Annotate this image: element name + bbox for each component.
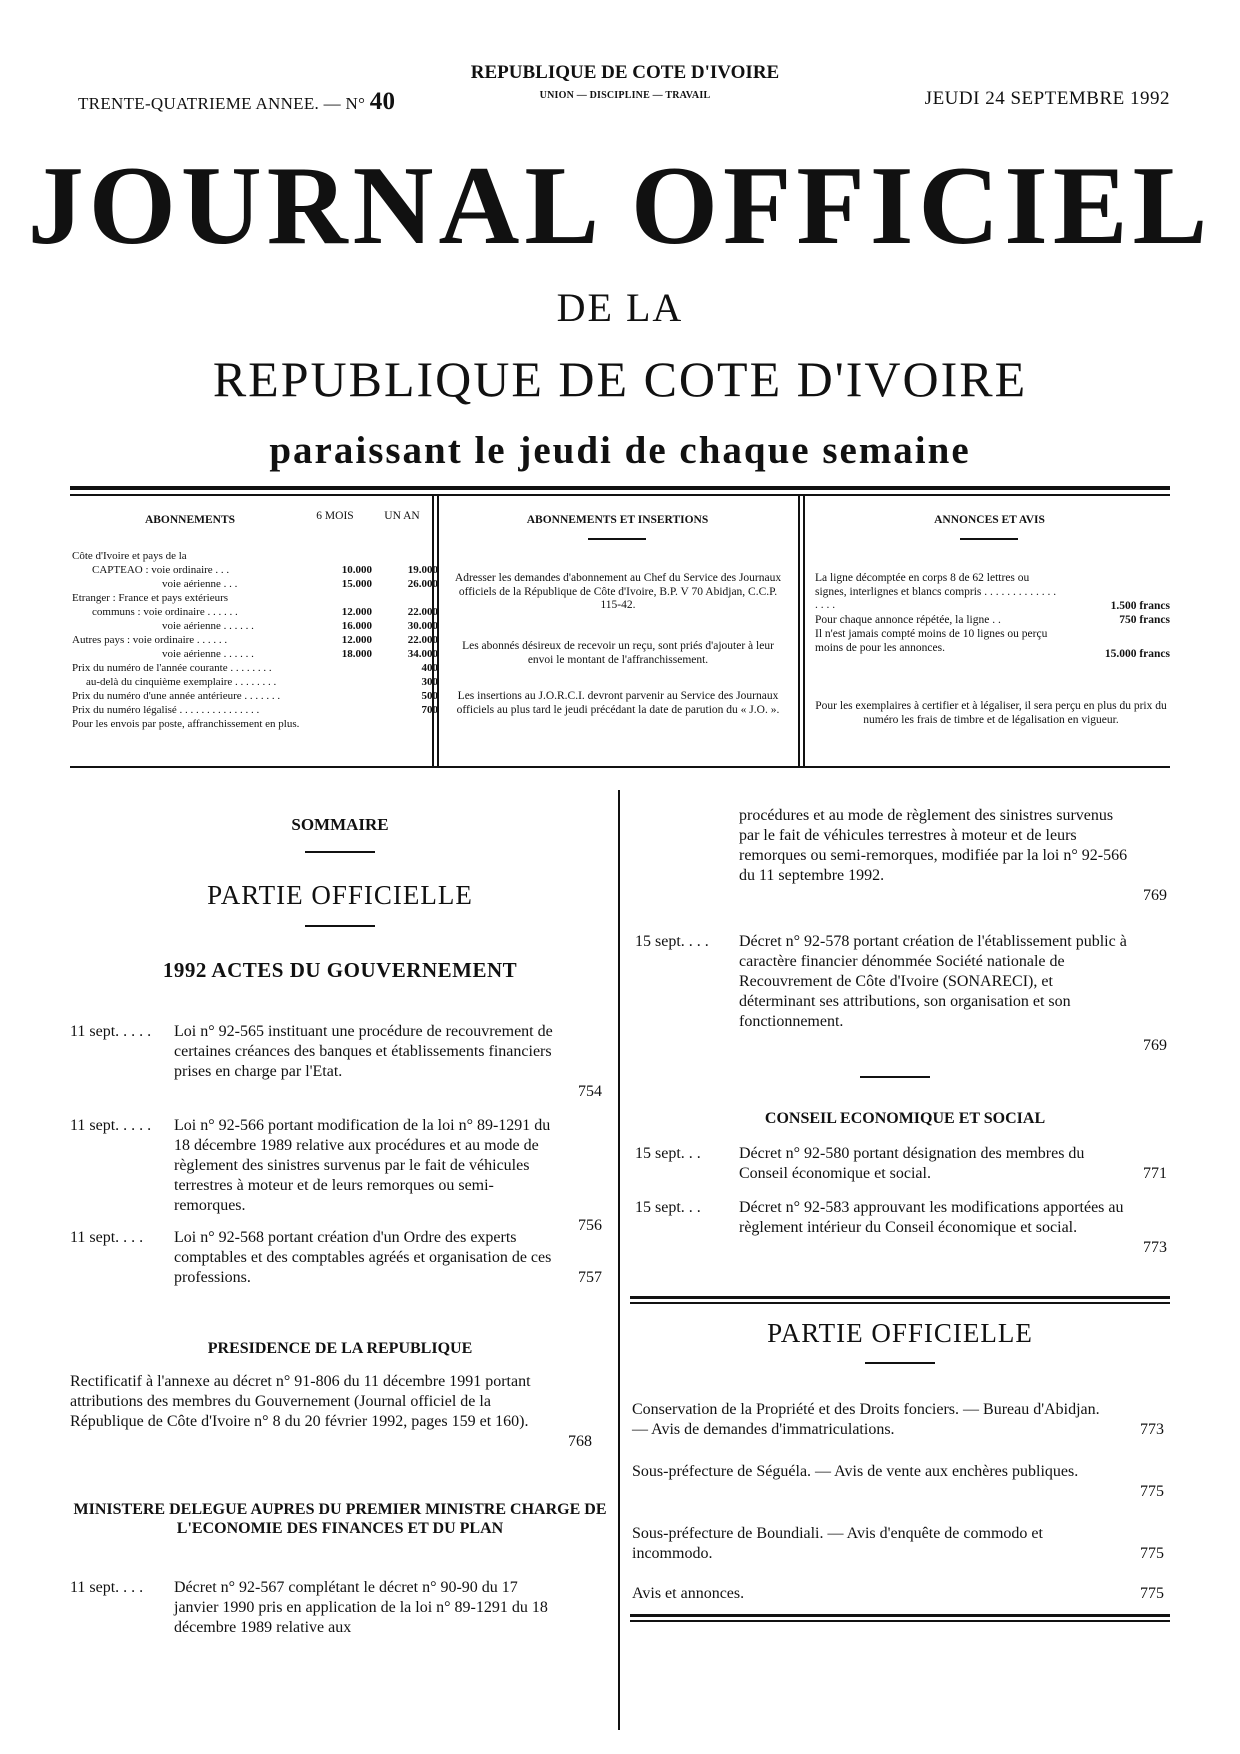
subscription-row-label: Prix du numéro d'une année antérieure . . . . . . . xyxy=(72,690,281,702)
annonces-line1-price: 1.500 francs xyxy=(1110,600,1170,612)
subscription-row-unan: 34.000 xyxy=(407,648,438,660)
subscription-row-6mois: 12.000 xyxy=(341,634,372,646)
publication-frequency: paraissant le jeudi de chaque semaine xyxy=(269,429,971,472)
top-rule-thin xyxy=(70,494,1170,496)
insertions-header xyxy=(445,514,790,528)
box-divider-2b xyxy=(803,496,805,766)
column-divider xyxy=(618,790,620,1730)
subscription-row-unan: 22.000 xyxy=(407,606,438,618)
subscription-row-label: Prix du numéro légalisé . . . . . . . . . . . . . . . xyxy=(72,704,260,716)
subscription-row-unan: 26.000 xyxy=(407,578,438,590)
rectificatif-text: Rectificatif à l'annexe au décret n° 91-806 du 11 décembre 1991 portant attributions des membres du Gouvernement (Journal officiel de la République de Côte d'Ivoire n° 8 du 20 février 1992, pages 159 et 160). xyxy=(70,1373,531,1430)
republic-header xyxy=(430,62,820,101)
box-bottom-rule xyxy=(70,766,1170,768)
subscription-row-label: au-delà du cinquième exemplaire . . . . . . . . xyxy=(86,676,277,688)
subscription-row-label: Prix du numéro de l'année courante . . . . . . . . xyxy=(72,662,272,674)
subscriptions-header xyxy=(120,514,260,528)
box-divider-2 xyxy=(798,496,800,766)
title-country: REPUBLIQUE DE COTE D'IVOIRE xyxy=(212,351,1028,407)
insertions-p3: Les insertions au J.O.R.C.I. devront parvenir au Service des Journaux officiels au plus tard le jeudi précédant la date de parution du « J.O. ». xyxy=(456,690,780,716)
annonces-line3-price: 15.000 francs xyxy=(1104,648,1170,660)
annonces-note: Pour les exemplaires à certifier et à légaliser, il sera perçu en plus du prix du numéro les frais de timbre et de légalisation en vigueur. xyxy=(815,700,1167,726)
subscription-row-6mois: 15.000 xyxy=(341,578,372,590)
partie-officielle-2-heading: PARTIE OFFICIELLE xyxy=(767,1318,1033,1348)
bottom-rule xyxy=(630,1614,1170,1617)
journal-title: JOURNAL OFFICIEL xyxy=(27,144,1213,268)
annonces-line1: La ligne décomptée en corps 8 de 62 lettres ou signes, interlignes et blancs compris . . . . . . . . . . . . . . . . . xyxy=(815,572,1057,611)
issue-number: 40 xyxy=(369,88,396,115)
presidence-heading: PRESIDENCE DE LA REPUBLIQUE xyxy=(207,1340,473,1357)
decret-580-date: 15 sept. . . xyxy=(635,1145,701,1162)
continuation-page: 769 xyxy=(1143,887,1167,904)
announcement-item-page: 775 xyxy=(1140,1545,1164,1562)
issue-date: JEUDI 24 SEPTEMBRE 1992 xyxy=(924,88,1170,109)
annonces-header-text: ANNONCES ET AVIS xyxy=(934,514,1045,526)
sommaire-heading: SOMMAIRE xyxy=(291,815,389,834)
decret-578-text: Décret n° 92-578 portant création de l'établissement public à caractère financier dénommée Société nationale de Recouvrement de Côte d'Ivoire (SONARECI), et déterminant ses attributions, son organisation et son fonctionnement. xyxy=(739,933,1127,1030)
insertions-p1: Adresser les demandes d'abonnement au Chef du Service des Journaux officiels de la République de Côte d'Ivoire, B.P. V 70 Abidjan, C.C.P. 115-42. xyxy=(454,572,782,611)
subscription-row-label: CAPTEAO : voie ordinaire . . . xyxy=(92,564,230,576)
subscription-row-6mois: 12.000 xyxy=(341,606,372,618)
decret-578-page: 769 xyxy=(1143,1037,1167,1054)
partie-underline xyxy=(305,925,375,927)
bottom-rule-thin xyxy=(630,1620,1170,1622)
subscription-row-label: communs : voie ordinaire . . . . . . xyxy=(92,606,238,618)
announcement-item-text: Avis et annonces. xyxy=(632,1585,745,1602)
summary-entry-date: 11 sept. . . . . xyxy=(70,1023,152,1040)
insertions-underline xyxy=(588,538,646,540)
national-motto: UNION — DISCIPLINE — TRAVAIL xyxy=(539,90,711,101)
decret-578-rule xyxy=(860,1076,930,1078)
decret-580-text: Décret n° 92-580 portant désignation des membres du Conseil économique et social. xyxy=(739,1145,1085,1182)
subscription-row-6mois: 18.000 xyxy=(341,648,372,660)
partie2-top-rule-thin xyxy=(630,1302,1170,1304)
decret-583-page: 773 xyxy=(1143,1239,1167,1256)
subscription-row-unan: 30.000 xyxy=(407,620,438,632)
republic-name: REPUBLIQUE DE COTE D'IVOIRE xyxy=(470,62,780,83)
decret-583-date: 15 sept. . . xyxy=(635,1199,701,1216)
top-rule xyxy=(70,486,1170,490)
decret-567-date: 11 sept. . . . xyxy=(70,1579,144,1596)
subscription-row-unan: 22.000 xyxy=(407,634,438,646)
annonces-line2-price: 750 francs xyxy=(1119,614,1170,626)
summary-entry-page: 756 xyxy=(578,1217,602,1234)
decret-578-date: 15 sept. . . . xyxy=(635,933,709,950)
subscription-row-label: Pour les envois par poste, affranchissement en plus. xyxy=(72,718,300,730)
decret-580-page: 771 xyxy=(1143,1165,1167,1182)
summary-entry-text: Loi n° 92-565 instituant une procédure de recouvrement de certaines créances des banques et établissements financiers prises en charge par l'Etat. xyxy=(174,1023,553,1080)
subscription-row-label: Autres pays : voie ordinaire . . . . . . xyxy=(72,634,228,646)
subscription-row-unan: 700 xyxy=(421,704,438,716)
annonces-line2: Pour chaque annonce répétée, la ligne . . xyxy=(815,614,1001,626)
decret-583-text: Décret n° 92-583 approuvant les modifications apportées au règlement intérieur du Conseil économique et social. xyxy=(739,1199,1124,1236)
announcement-item-page: 775 xyxy=(1140,1483,1164,1500)
summary-entry-text: Loi n° 92-568 portant création d'un Ordre des experts comptables et des comptables agréés et organisation de ces professions. xyxy=(174,1229,552,1286)
continuation-text: procédures et au mode de règlement des sinistres survenus par le fait de véhicules terrestres à moteur et de leurs remorques ou semi-remorques, modifiée par la loi n° 92-566 du 11 septembre 1992. xyxy=(739,807,1128,884)
partie-officielle-heading: PARTIE OFFICIELLE xyxy=(207,880,473,910)
insertions-header-text: ABONNEMENTS ET INSERTIONS xyxy=(526,514,709,526)
col-unan: UN AN xyxy=(384,510,420,522)
annonces-header xyxy=(812,514,1167,528)
ministere-heading: MINISTERE DELEGUE AUPRES DU PREMIER MINISTRE CHARGE DE L'ECONOMIE DES FINANCES ET DU PLAN xyxy=(73,1501,607,1537)
subscription-row-unan: 300 xyxy=(421,676,438,688)
subscription-row-unan: 19.000 xyxy=(407,564,438,576)
subscription-row-label: voie aérienne . . . xyxy=(162,578,238,590)
subscriptions-header-text: ABONNEMENTS xyxy=(144,514,236,526)
summary-entry-page: 757 xyxy=(578,1269,602,1286)
announcement-item-text: Sous-préfecture de Séguéla. — Avis de vente aux enchères publiques. xyxy=(632,1463,1079,1480)
issue-year-label xyxy=(78,88,395,116)
subscription-row-unan: 500 xyxy=(421,690,438,702)
rectificatif-page: 768 xyxy=(568,1433,592,1450)
title-de-la: DE LA xyxy=(556,285,684,330)
announcement-item-text: Conservation de la Propriété et des Droits fonciers. — Bureau d'Abidjan. — Avis de demandes d'immatriculations. xyxy=(632,1401,1100,1438)
col-6mois: 6 MOIS xyxy=(316,510,354,522)
actes-heading: 1992 ACTES DU GOUVERNEMENT xyxy=(162,958,518,982)
partie2-underline xyxy=(865,1362,935,1364)
sommaire-underline xyxy=(305,851,375,853)
summary-entry-date: 11 sept. . . . xyxy=(70,1229,144,1246)
decret-567-text: Décret n° 92-567 complétant le décret n° 90-90 du 17 janvier 1990 pris en application de la loi n° 89-1291 du 18 décembre 1989 relative aux xyxy=(174,1579,548,1636)
conseil-heading: CONSEIL ECONOMIQUE ET SOCIAL xyxy=(764,1110,1046,1127)
subscription-row-label: Etranger : France et pays extérieurs xyxy=(72,592,229,604)
announcement-item-text: Sous-préfecture de Boundiali. — Avis d'enquête de commodo et incommodo. xyxy=(632,1525,1043,1562)
summary-entry-date: 11 sept. . . . . xyxy=(70,1117,152,1134)
announcement-item-page: 773 xyxy=(1140,1421,1164,1438)
announcement-item-page: 775 xyxy=(1140,1585,1164,1602)
subscription-row-label: voie aérienne . . . . . . xyxy=(162,648,254,660)
partie2-top-rule xyxy=(630,1296,1170,1299)
subscription-row-6mois: 10.000 xyxy=(341,564,372,576)
summary-entry-page: 754 xyxy=(578,1083,602,1100)
subscription-row-label: voie aérienne . . . . . . xyxy=(162,620,254,632)
subscription-row-label: Côte d'Ivoire et pays de la xyxy=(72,550,187,562)
annonces-underline xyxy=(960,538,1018,540)
subscription-row-unan: 400 xyxy=(421,662,438,674)
subscription-row-6mois: 16.000 xyxy=(341,620,372,632)
insertions-p2: Les abonnés désireux de recevoir un reçu, sont priés d'ajouter à leur envoi le montant de l'affranchissement. xyxy=(462,640,774,666)
annonces-line3: Il n'est jamais compté moins de 10 lignes ou perçu moins de pour les annonces. xyxy=(815,628,1048,654)
summary-entry-text: Loi n° 92-566 portant modification de la loi n° 89-1291 du 18 décembre 1989 relative aux procédures et au mode de règlement des sinistres survenus par le fait de véhicules terrestres à moteur et de leurs remorques ou semi-remorques. xyxy=(174,1117,551,1214)
year-label-text: TRENTE-QUATRIEME ANNEE. — N° xyxy=(78,94,366,113)
